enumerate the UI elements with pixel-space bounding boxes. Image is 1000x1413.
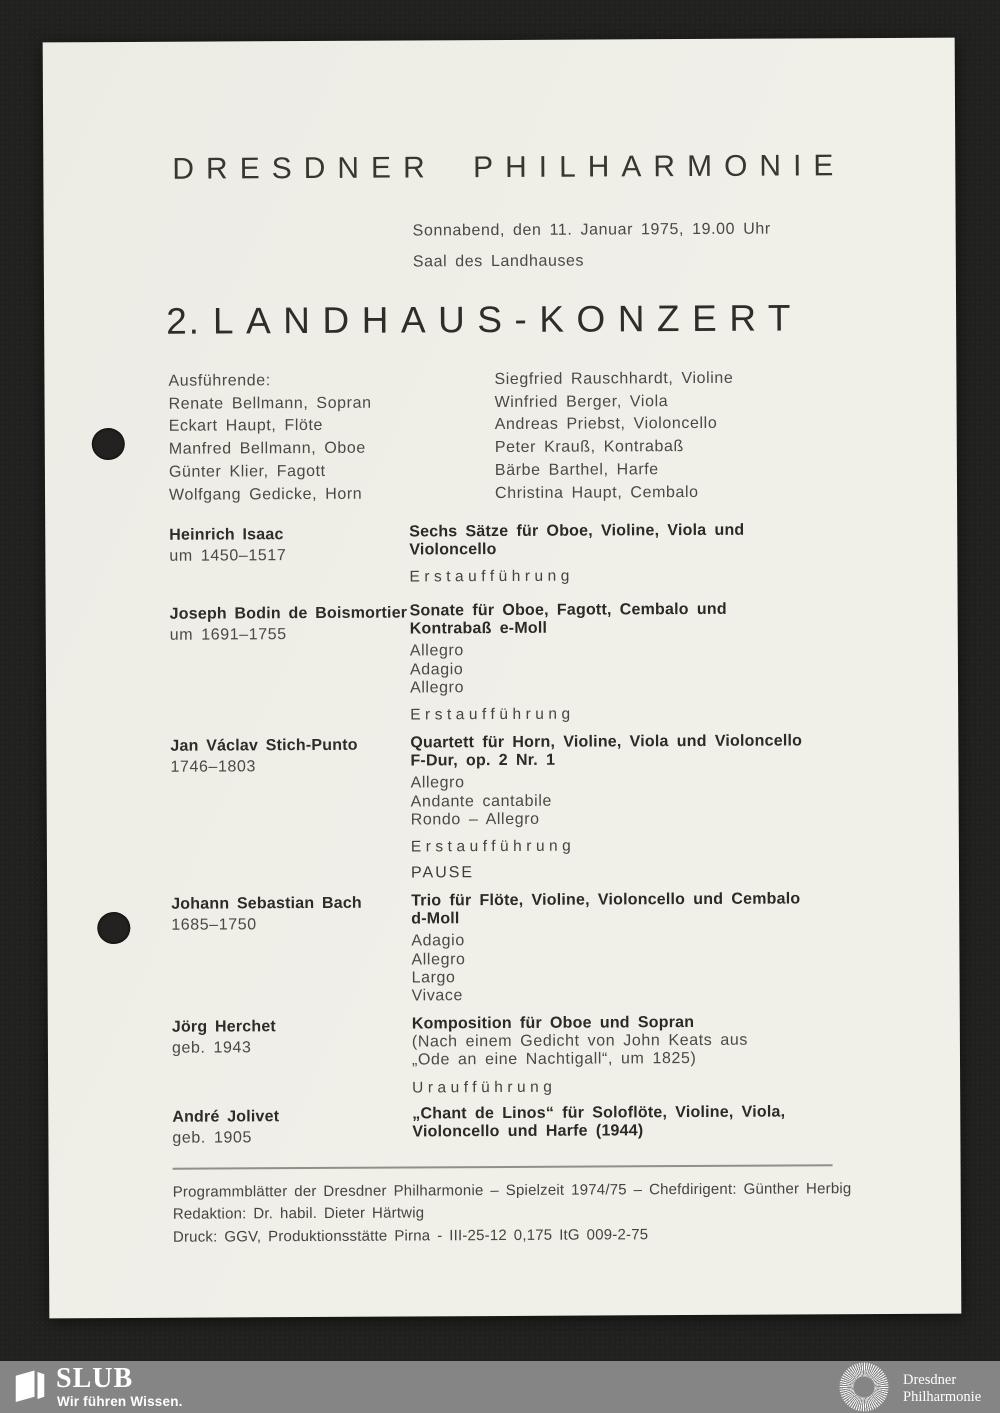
premiere-note: Erstaufführung [410, 705, 575, 724]
performer-name: Peter Krauß, Kontrabaß [494, 438, 684, 457]
program-row-work [410, 732, 803, 882]
movement: Allegro [411, 950, 466, 969]
punch-hole-top [92, 428, 125, 460]
work-title-line: Kontrabaß e-Moll [409, 619, 548, 638]
imprint-block [173, 1178, 852, 1248]
work-title-line: Violoncello und Harfe (1944) [412, 1122, 644, 1141]
performer-name: Manfred Bellmann, Oboe [168, 439, 366, 458]
premiere-note: Erstaufführung [409, 568, 574, 586]
movement: Allegro [410, 774, 465, 792]
premiere-note: Uraufführung [412, 1078, 557, 1097]
performers-column-left [168, 370, 372, 507]
work-title-line: d-Moll [411, 910, 460, 928]
program-row-work [412, 1014, 749, 1098]
viewer-bottom-bar [0, 1361, 1000, 1413]
orchestra-name-heading: DRESDNER PHILHARMONIE [172, 149, 846, 186]
work-detail-line: „Ode an eine Nachtigall“, um 1825) [411, 1050, 697, 1069]
imprint-line: Programmblätter der Dresdner Philharmonie – Spielzeit 1974/75 – Chefdirigent: Günther Herbig [172, 1180, 852, 1201]
performer-name: Wolfgang Gedicke, Horn [168, 485, 363, 504]
program-row-composer [172, 1106, 279, 1149]
philharmonie-logo-line: Philharmonie [903, 1388, 982, 1405]
work-title-line: Sonate für Oboe, Fagott, Cembalo und [409, 600, 727, 620]
work-title-line: Violoncello [409, 541, 497, 559]
program-row-composer [171, 893, 362, 936]
composer-dates: 1685–1750 [171, 916, 257, 934]
performers-column-right [494, 368, 734, 505]
program-row-work [411, 890, 801, 1005]
performer-name: Siegfried Rauschhardt, Violine [494, 369, 734, 389]
concert-title-text: LANDHAUS-KONZERT [212, 297, 804, 342]
concert-title-number: 2. [166, 300, 202, 342]
program-row-composer [170, 602, 408, 645]
philharmonie-starburst-icon [838, 1361, 890, 1413]
slub-book-icon [15, 1369, 45, 1405]
imprint-line: Druck: GGV, Produktionsstätte Pirna - III-25-12 0,175 ItG 009-2-75 [172, 1225, 649, 1246]
movement: Adagio [411, 932, 465, 950]
work-title-line: Trio für Flöte, Violine, Violoncello und Cembalo [411, 890, 801, 910]
performer-name: Günter Klier, Fagott [168, 462, 326, 481]
composer-name: Johann Sebastian Bach [171, 894, 362, 913]
philharmonie-logo-text [903, 1372, 981, 1405]
movement: Largo [411, 969, 456, 987]
imprint-line: Redaktion: Dr. habil. Dieter Härtwig [172, 1204, 425, 1224]
concert-date: Sonnabend, den 11. Januar 1975, 19.00 Uhr [412, 220, 771, 240]
philharmonie-logo-line: Dresdner [903, 1372, 957, 1388]
concert-venue: Saal des Landhauses [412, 252, 585, 271]
work-title-line: Quartett für Horn, Violine, Viola und Violoncello [410, 732, 803, 752]
performer-name: Renate Bellmann, Sopran [168, 394, 372, 413]
work-title-line: „Chant de Linos“ für Soloflöte, Violine, Viola, [412, 1103, 786, 1123]
performers-heading: Ausführende: [168, 372, 271, 390]
performer-name: Eckart Haupt, Flöte [168, 417, 324, 436]
concert-title [166, 297, 803, 342]
work-title-line: Komposition für Oboe und Sopran [411, 1013, 695, 1033]
composer-dates: um 1450–1517 [169, 547, 287, 565]
program-row-work [410, 601, 728, 725]
composer-dates: um 1691–1755 [169, 626, 287, 644]
pause-label: PAUSE [410, 864, 475, 882]
punch-hole-bottom [97, 912, 130, 944]
performer-name: Winfried Berger, Viola [494, 392, 669, 411]
composer-dates: 1746–1803 [170, 758, 257, 776]
composer-name: Jörg Herchet [171, 1018, 276, 1036]
movement: Andante cantabile [410, 792, 553, 811]
program-row-composer [169, 524, 286, 567]
premiere-note: Erstaufführung [410, 837, 576, 856]
program-row-work [412, 1104, 785, 1142]
program-row-composer [170, 735, 358, 778]
composer-name: Joseph Bodin de Boismortier [169, 604, 408, 623]
program-row-composer [172, 1016, 276, 1059]
performer-name: Andreas Priebst, Violoncello [494, 415, 718, 434]
composer-dates: geb. 1943 [171, 1039, 252, 1057]
slub-logo-text: SLUB [56, 1363, 134, 1394]
slub-tagline: Wir führen Wissen. [57, 1394, 183, 1409]
work-title-line: Sechs Sätze für Oboe, Violine, Viola und [409, 521, 745, 541]
movement: Allegro [409, 642, 464, 660]
movement: Rondo – Allegro [410, 810, 540, 829]
composer-name: Jan Václav Stich-Punto [170, 736, 358, 755]
performer-name: Christina Haupt, Cembalo [494, 483, 699, 502]
work-title-line: F-Dur, op. 2 Nr. 1 [410, 751, 556, 770]
program-sheet [43, 38, 962, 1319]
work-detail-line: (Nach einem Gedicht von John Keats aus [411, 1031, 749, 1051]
program-row-work [409, 522, 744, 587]
composer-name: André Jolivet [172, 1108, 280, 1126]
movement: Allegro [410, 679, 465, 697]
movement: Vivace [411, 987, 464, 1005]
performer-name: Bärbe Barthel, Harfe [494, 460, 659, 479]
composer-name: Heinrich Isaac [169, 526, 284, 544]
footer-divider [173, 1164, 833, 1169]
movement: Adagio [409, 660, 464, 679]
composer-dates: geb. 1905 [172, 1129, 253, 1147]
